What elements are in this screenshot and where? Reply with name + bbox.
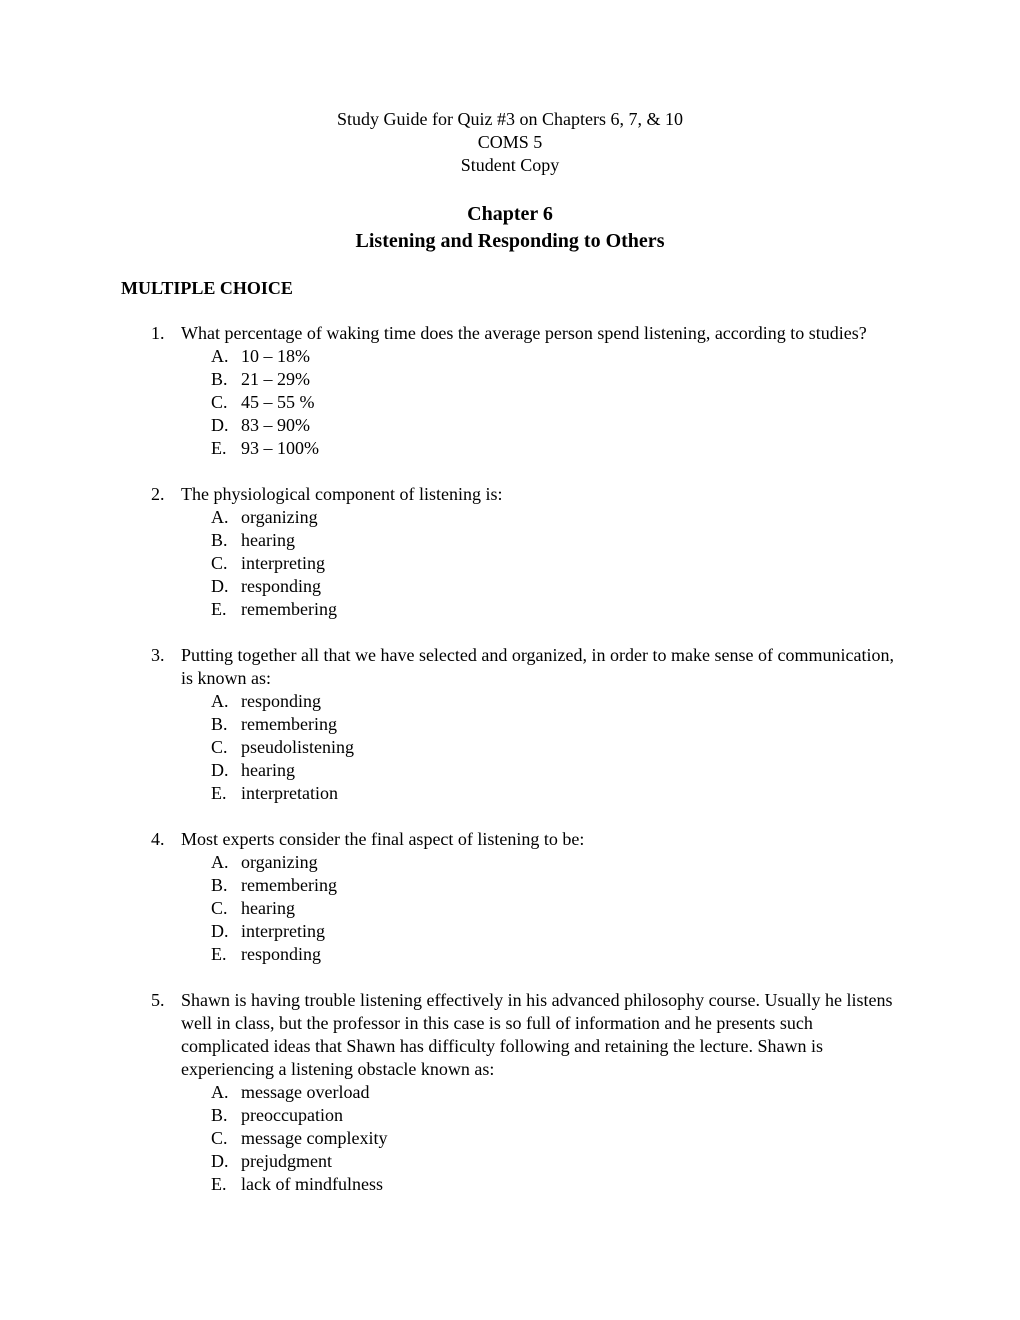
chapter-heading	[0, 201, 1020, 255]
option-text: lack of mindfulness	[241, 1174, 383, 1194]
answer-option	[0, 920, 1020, 943]
option-letter: B.	[211, 875, 228, 895]
answer-option	[0, 874, 1020, 897]
copy-label: Student Copy	[460, 155, 560, 175]
chapter-title: Listening and Responding to Others	[355, 230, 665, 252]
option-text: hearing	[241, 530, 295, 550]
question-number: 3.	[151, 645, 165, 665]
option-text: interpretation	[241, 783, 338, 803]
option-text: responding	[241, 944, 321, 964]
option-text: responding	[241, 576, 321, 596]
option-letter: B.	[211, 530, 228, 550]
option-letter: E.	[211, 783, 227, 803]
course-code: COMS 5	[477, 132, 543, 152]
question-item	[0, 483, 1020, 621]
option-letter: D.	[211, 415, 229, 435]
option-text: 93 – 100%	[241, 438, 319, 458]
question-stem	[0, 483, 901, 506]
answer-option	[0, 391, 1020, 414]
question-list	[0, 322, 1020, 1219]
document-header	[0, 108, 1020, 177]
option-letter: A.	[211, 346, 229, 366]
option-text: hearing	[241, 898, 295, 918]
question-item	[0, 322, 1020, 460]
option-letter: A.	[211, 1082, 229, 1102]
option-letter: C.	[211, 1128, 228, 1148]
option-text: pseudolistening	[241, 737, 354, 757]
answer-option	[0, 345, 1020, 368]
question-number: 1.	[151, 323, 165, 343]
answer-option	[0, 851, 1020, 874]
answer-options	[0, 851, 1020, 966]
answer-option	[0, 1127, 1020, 1150]
answer-option	[0, 713, 1020, 736]
option-letter: A.	[211, 507, 229, 527]
question-number: 4.	[151, 829, 165, 849]
answer-option	[0, 736, 1020, 759]
answer-options	[0, 1081, 1020, 1196]
option-letter: E.	[211, 1174, 227, 1194]
answer-option	[0, 943, 1020, 966]
option-text: message complexity	[241, 1128, 388, 1148]
option-letter: C.	[211, 898, 228, 918]
answer-option	[0, 690, 1020, 713]
question-text: Most experts consider the final aspect of listening to be:	[181, 829, 585, 849]
question-text: What percentage of waking time does the average person spend listening, according to studies?	[181, 323, 867, 343]
option-text: interpreting	[241, 921, 325, 941]
question-stem	[0, 322, 901, 345]
question-item	[0, 989, 1020, 1196]
option-text: 10 – 18%	[241, 346, 310, 366]
answer-option	[0, 552, 1020, 575]
answer-option	[0, 575, 1020, 598]
option-letter: B.	[211, 369, 228, 389]
question-number: 5.	[151, 990, 165, 1010]
option-text: 21 – 29%	[241, 369, 310, 389]
answer-option	[0, 897, 1020, 920]
answer-options	[0, 506, 1020, 621]
question-stem	[0, 644, 901, 690]
answer-option	[0, 598, 1020, 621]
answer-options	[0, 345, 1020, 460]
option-letter: E.	[211, 944, 227, 964]
option-text: hearing	[241, 760, 295, 780]
option-letter: B.	[211, 714, 228, 734]
option-text: message overload	[241, 1082, 370, 1102]
question-item	[0, 644, 1020, 805]
option-text: remembering	[241, 875, 337, 895]
option-text: organizing	[241, 852, 318, 872]
option-letter: D.	[211, 921, 229, 941]
answer-options	[0, 690, 1020, 805]
option-letter: C.	[211, 392, 228, 412]
option-text: preoccupation	[241, 1105, 343, 1125]
answer-option	[0, 529, 1020, 552]
option-text: interpreting	[241, 553, 325, 573]
option-letter: E.	[211, 599, 227, 619]
answer-option	[0, 759, 1020, 782]
option-text: remembering	[241, 714, 337, 734]
option-text: organizing	[241, 507, 318, 527]
answer-option	[0, 1150, 1020, 1173]
option-letter: C.	[211, 737, 228, 757]
option-letter: E.	[211, 438, 227, 458]
option-letter: D.	[211, 576, 229, 596]
question-text: Putting together all that we have selected and organized, in order to make sense of communication, is known as:	[181, 645, 894, 688]
section-heading: MULTIPLE CHOICE	[121, 278, 293, 298]
option-letter: D.	[211, 1151, 229, 1171]
question-stem	[0, 828, 901, 851]
answer-option	[0, 782, 1020, 805]
answer-option	[0, 1173, 1020, 1196]
option-letter: A.	[211, 852, 229, 872]
option-letter: D.	[211, 760, 229, 780]
option-text: 83 – 90%	[241, 415, 310, 435]
question-number: 2.	[151, 484, 165, 504]
question-text: The physiological component of listening is:	[181, 484, 503, 504]
chapter-number: Chapter 6	[467, 203, 553, 225]
question-stem	[0, 989, 901, 1081]
answer-option	[0, 1081, 1020, 1104]
question-text: Shawn is having trouble listening effectively in his advanced philosophy course. Usually he listens well in class, but the professor in this case is so full of information and he presents such complicated ideas that Shawn has difficulty following and retaining the lecture. Shawn is experiencing a listening obstacle known as:	[181, 990, 893, 1079]
answer-option	[0, 414, 1020, 437]
option-letter: A.	[211, 691, 229, 711]
answer-option	[0, 437, 1020, 460]
question-item	[0, 828, 1020, 966]
option-letter: C.	[211, 553, 228, 573]
option-text: 45 – 55 %	[241, 392, 315, 412]
study-guide-title: Study Guide for Quiz #3 on Chapters 6, 7, & 10	[337, 109, 683, 129]
option-letter: B.	[211, 1105, 228, 1125]
option-text: responding	[241, 691, 321, 711]
answer-option	[0, 368, 1020, 391]
answer-option	[0, 1104, 1020, 1127]
option-text: prejudgment	[241, 1151, 332, 1171]
option-text: remembering	[241, 599, 337, 619]
answer-option	[0, 506, 1020, 529]
